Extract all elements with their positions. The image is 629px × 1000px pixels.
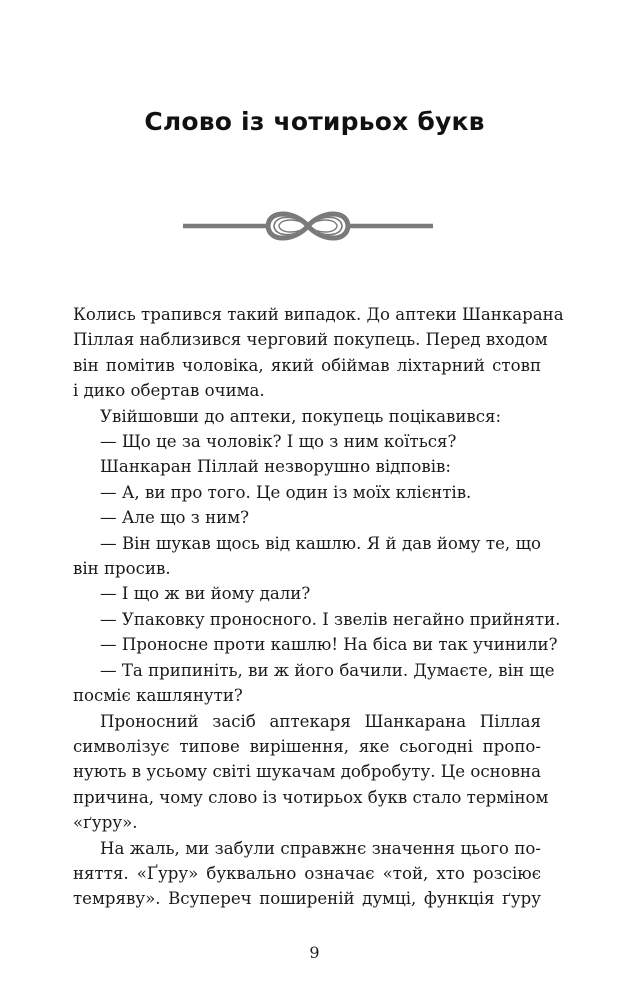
paragraph [73,404,541,429]
text-line: нують в усьому світі шукачам добробуту. Це основна [73,762,541,782]
paragraph [73,632,558,657]
text-line: — Та припиніть, ви ж його бачили. Думаєте, він ще [100,660,555,680]
text-line: — Проносне проти кашлю! На біса ви так учинили? [100,635,558,655]
text-line: і дико обертав очима. [73,381,265,401]
paragraph [73,836,541,912]
chapter-title: Слово із чотирьох букв [144,107,485,136]
paragraph [73,302,564,404]
text-line: Колись трапився такий випадок. До аптеки Шанкарана [73,305,564,324]
text-line: причина, чому слово із чотирьох букв стало терміном [73,787,549,807]
text-line: Шанкаран Піллай незворушно відповів: [100,457,451,477]
text-line: він помітив чоловіка, який обіймав ліхтарний стовп [73,355,541,375]
paragraph [73,505,541,530]
text-line: — І що ж ви йому дали? [100,584,311,604]
text-line: Піллая наблизився черговий покупець. Перед входом [73,330,548,350]
text-line: — Він шукав щось від кашлю. Я й дав йому те, що [100,533,541,553]
paragraph [73,709,549,836]
text-line: На жаль, ми забули справжнє значення цього по- [100,838,541,858]
text-line: — Що це за чоловік? І що з ним коїться? [100,432,457,452]
page-number: 9 [309,943,320,962]
paragraph [73,581,541,606]
infinity-knot-icon [183,205,433,247]
paragraph [73,480,541,505]
text-line: Проносний засіб аптекаря Шанкарана Піллая [100,711,541,731]
text-line: символізує типове вирішення, яке сьогодні пропо- [73,736,541,756]
paragraph [73,531,541,582]
paragraph [73,607,561,632]
text-line: няття. «Ґуру» буквально означає «той, хто розсіює [73,863,541,883]
body-text [73,302,564,912]
text-line: «ґуру». [73,813,138,833]
paragraph [73,454,541,479]
paragraph [73,658,555,709]
text-line: він просив. [73,559,171,579]
paragraph [73,429,541,454]
text-line: — Але що з ним? [100,508,250,528]
text-line: темряву». Всупереч поширеній думці, функція ґуру [73,889,541,909]
text-line: — А, ви про того. Це один із моїх клієнтів. [100,482,472,502]
text-line: — Упаковку проносного. І звелів негайно прийняти. [100,609,561,629]
text-line: посміє кашлянути? [73,686,243,706]
text-line: Увійшовши до аптеки, покупець поцікавився: [100,406,502,426]
